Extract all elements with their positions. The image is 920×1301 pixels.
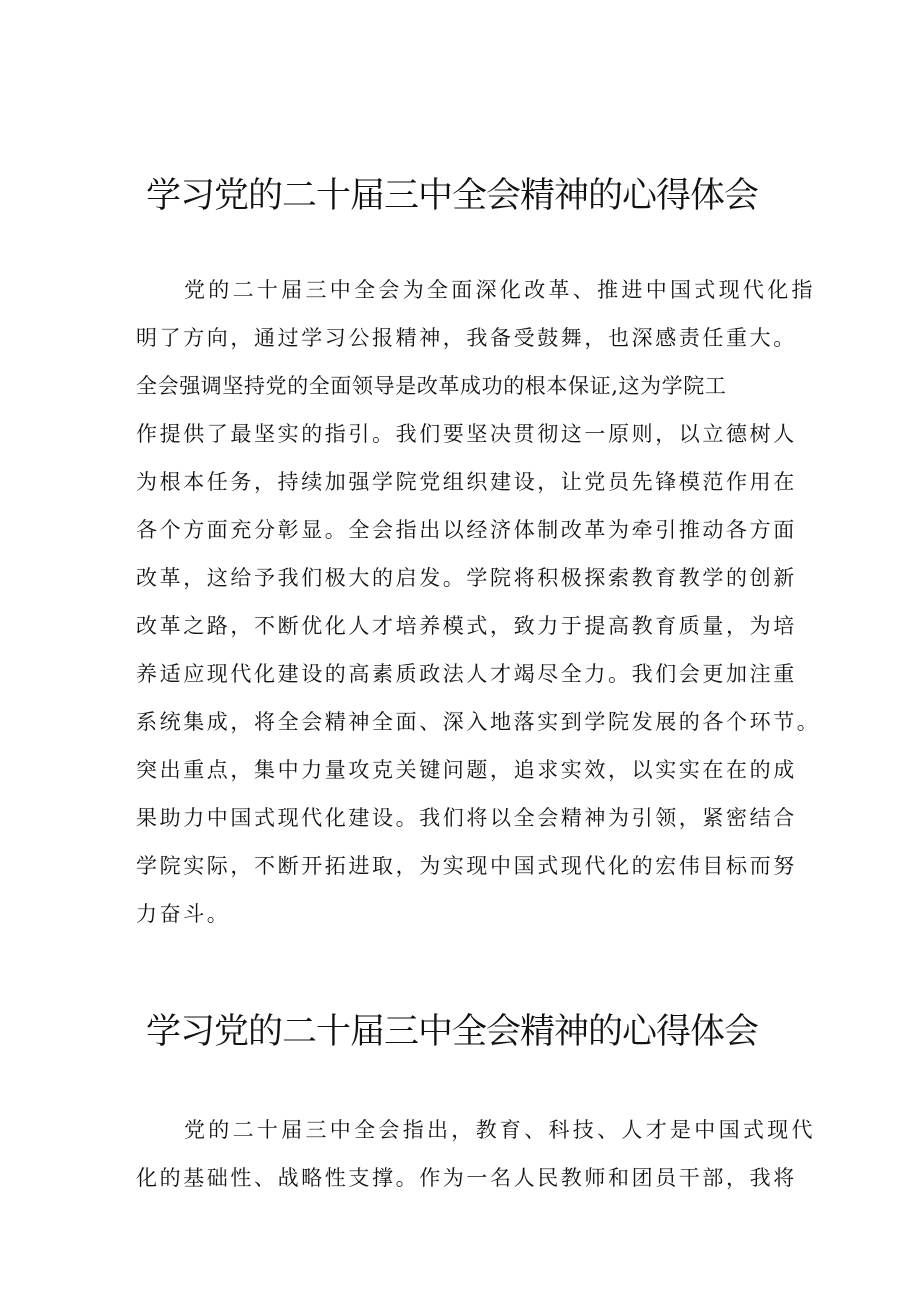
paragraph-line: 各个方面充分彰显。全会指出以经济体制改革为牵引推动各方面 [136, 518, 797, 542]
section-1-body [136, 266, 821, 938]
paragraph-line: 改革，这给予我们极大的启发。学院将积极探索教育教学的创新 [136, 566, 797, 590]
paragraph-line: 明了方向，通过学习公报精神，我备受鼓舞，也深感责任重大。 [136, 326, 797, 350]
paragraph-line: 党的二十届三中全会为全面深化改革、推进中国式现代化指 [184, 278, 816, 302]
paragraph-line: 党的二十届三中全会指出，教育、科技、人才是中国式现代 [184, 1118, 816, 1142]
paragraph-line: 系统集成，将全会精神全面、深入地落实到学院发展的各个环节。 [136, 710, 821, 734]
section-1-title: 学习党的二十届三中全会精神的心得体会 [146, 176, 759, 216]
paragraph-line: 力奋斗。 [136, 902, 231, 926]
section-2-body [136, 1106, 816, 1202]
paragraph-line: 突出重点，集中力量攻克关键问题，追求实效，以实实在在的成 [136, 758, 797, 782]
paragraph-line: 养适应现代化建设的高素质政法人才竭尽全力。我们会更加注重 [136, 662, 797, 686]
section-2-title: 学习党的二十届三中全会精神的心得体会 [146, 1012, 759, 1052]
paragraph-line: 全会强调坚持党的全面领导是改革成功的根本保证,这为学院工 [136, 374, 727, 398]
paragraph-line: 为根本任务，持续加强学院党组织建设，让党员先锋模范作用在 [136, 470, 797, 494]
paragraph-line: 果助力中国式现代化建设。我们将以全会精神为引领，紧密结合 [136, 806, 797, 830]
paragraph-line: 作提供了最坚实的指引。我们要坚决贯彻这一原则，以立德树人 [136, 422, 797, 446]
paragraph-line: 化的基础性、战略性支撑。作为一名人民教师和团员干部，我将 [136, 1166, 797, 1190]
paragraph-line: 学院实际，不断开拓进取，为实现中国式现代化的宏伟目标而努 [136, 854, 797, 878]
paragraph-line: 改革之路，不断优化人才培养模式，致力于提高教育质量，为培 [136, 614, 797, 638]
